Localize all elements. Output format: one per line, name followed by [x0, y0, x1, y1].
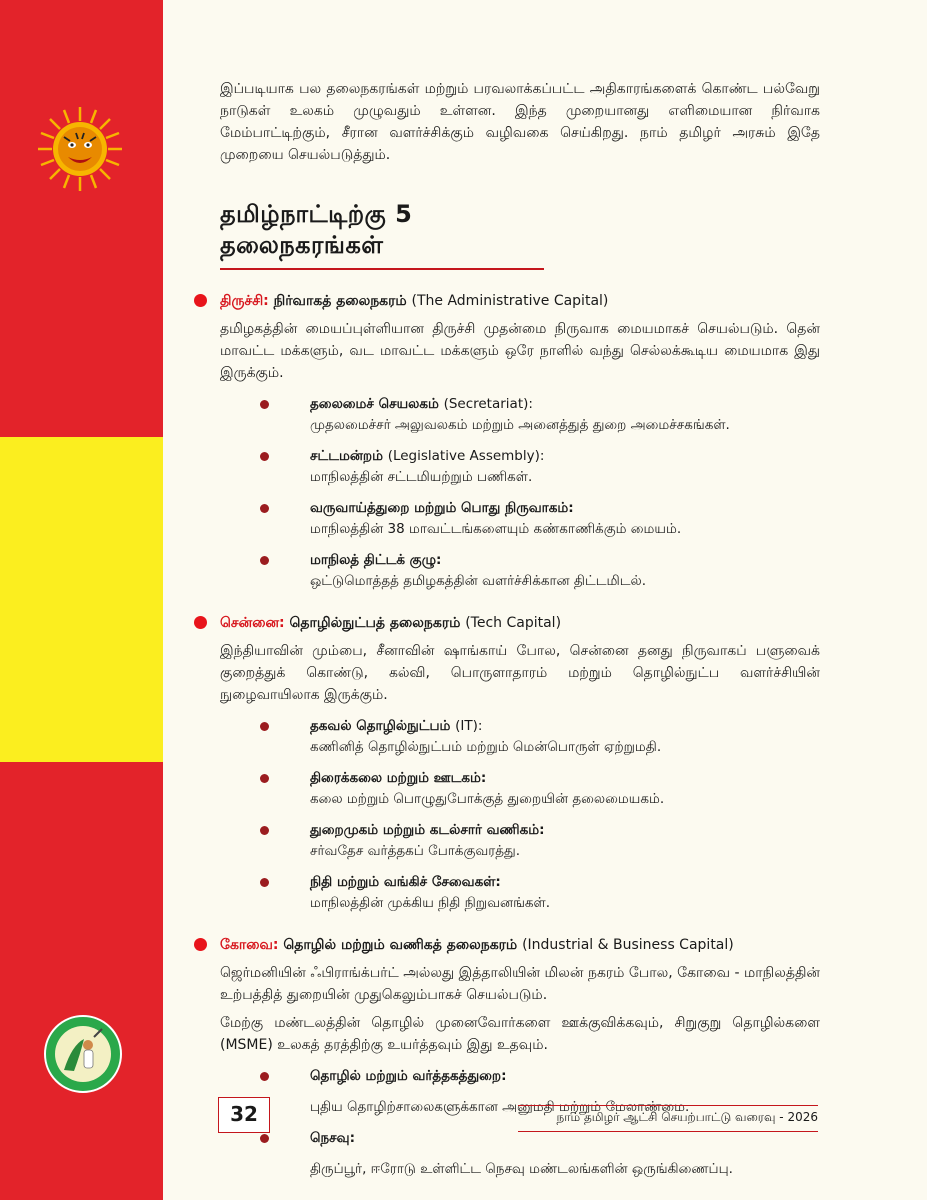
capital-title: தொழில்நுட்பத் தலைநகரம் [289, 615, 461, 631]
bullet-icon [194, 616, 207, 629]
item-title: தலைமைச் செயலகம் [310, 396, 439, 412]
footer-text: நாம் தமிழர் ஆட்சி செயற்பாட்டு வரைவு - 2026 [556, 1110, 818, 1124]
list-item [220, 550, 820, 592]
item-title-en: (Legislative Assembly): [387, 448, 545, 464]
item-title: சட்டமன்றம் [310, 448, 383, 464]
city-name: திருச்சி: [220, 293, 269, 309]
section-title [220, 612, 820, 634]
bullet-icon [260, 878, 269, 887]
tiger-emblem-icon [38, 107, 122, 191]
item-title: தொழில் மற்றும் வர்த்தகத்துறை: [310, 1068, 507, 1084]
section-body: ஜெர்மனியின் ஃபிராங்க்பர்ட் அல்லது இத்தாலியின் மிலன் நகரம் போல, கோவை - மாநிலத்தின் உற்பத்தித் துறையின் முதுகெலும்பாகச் செயல்படும். [220, 965, 820, 1003]
section-chennai [220, 612, 820, 914]
footer-rule-top [518, 1105, 818, 1106]
bullet-icon [260, 722, 269, 731]
bullet-icon [260, 774, 269, 783]
section-body: தமிழகத்தின் மையப்புள்ளியான திருச்சி முதன்மை நிருவாக மையமாகச் செயல்படும். தென் மாவட்ட மக்களும், வட மாவட்ட மக்களும் ஒரே நாளில் வந்து செல்லக்கூடிய மையமாக இது இருக்கும். [220, 321, 820, 381]
city-name: சென்னை: [220, 615, 285, 631]
capital-title-en: (Tech Capital) [465, 615, 562, 631]
item-title: மாநிலத் திட்டக் குழு: [310, 552, 442, 568]
item-title: தகவல் தொழில்நுட்பம் [310, 718, 451, 734]
item-desc: திருப்பூர், ஈரோடு உள்ளிட்ட நெசவு மண்டலங்களின் ஒருங்கிணைப்பு. [310, 1161, 733, 1177]
list-item [220, 716, 820, 758]
section-kovai [220, 934, 820, 1180]
page-footer [218, 1097, 818, 1133]
item-desc: மாநிலத்தின் 38 மாவட்டங்களையும் கண்காணிக்கும் மையம். [310, 521, 682, 537]
capital-title-en: (Industrial & Business Capital) [522, 937, 734, 953]
item-title: துறைமுகம் மற்றும் கடல்சார் வணிகம்: [310, 822, 545, 838]
section-title [220, 934, 820, 956]
left-band-yellow [0, 437, 163, 762]
left-band-red-top [0, 0, 163, 437]
item-desc: முதலமைச்சர் அலுவலகம் மற்றும் அனைத்துத் துறை அமைச்சகங்கள். [310, 417, 730, 433]
list-item [220, 446, 820, 488]
list-item [220, 498, 820, 540]
item-title: நெசவு: [310, 1130, 355, 1146]
list-item [220, 768, 820, 810]
farmer-logo-icon [44, 1015, 122, 1093]
left-band-red-bottom [0, 762, 163, 1200]
section-body-2: மேற்கு மண்டலத்தின் தொழில் முனைவோர்களை ஊக்குவிக்கவும், சிறுகுறு தொழில்களை (MSME) உலகத் தரத்திற்கு உயர்த்தவும் இது உதவும். [220, 1015, 820, 1053]
item-desc: கணினித் தொழில்நுட்பம் மற்றும் மென்பொருள் ஏற்றுமதி. [310, 739, 662, 755]
bullet-icon [260, 826, 269, 835]
intro-paragraph: இப்படியாக பல தலைநகரங்கள் மற்றும் பரவலாக்கப்பட்ட அதிகாரங்களைக் கொண்ட பல்வேறு நாடுகள் உலகம் முழுவதும் உள்ளன. இந்த முறையானது எளிமையான நிர்வாக மேம்பாட்டிற்கும், சீரான வளர்ச்சிக்கும் வழிவகை செய்கிறது. நாம் தமிழர் அரசும் இதே முறையை செயல்படுத்தும். [220, 81, 820, 163]
item-title: நிதி மற்றும் வங்கிச் சேவைகள்: [310, 874, 501, 890]
capital-title-en: (The Administrative Capital) [411, 293, 609, 309]
section-body: இந்தியாவின் மும்பை, சீனாவின் ஷாங்காய் போல, சென்னை தனது நிருவாகப் பளுவைக் குறைத்துக் கொண்டு, கல்வி, பொருளாதாரம் மற்றும் தொழில்நுட்ப வளர்ச்சியின் நுழைவாயிலாக இருக்கும். [220, 643, 820, 703]
bullet-icon [260, 452, 269, 461]
list-item [220, 820, 820, 862]
bullet-icon [194, 938, 207, 951]
capital-title: தொழில் மற்றும் வணிகத் தலைநகரம் [283, 937, 518, 953]
city-name: கோவை: [220, 937, 279, 953]
bullet-icon [260, 556, 269, 565]
bullet-icon [260, 400, 269, 409]
section-trichy [220, 290, 820, 592]
item-desc: புதிய தொழிற்சாலைகளுக்கான அனுமதி மற்றும் மேலாண்மை. [310, 1099, 690, 1115]
item-title: திரைக்கலை மற்றும் ஊடகம்: [310, 770, 487, 786]
section-title [220, 290, 820, 312]
bullet-icon [194, 294, 207, 307]
item-desc: கலை மற்றும் பொழுதுபோக்குத் துறையின் தலைமையகம். [310, 791, 665, 807]
list-item [220, 1128, 820, 1180]
bullet-icon [260, 1072, 269, 1081]
capital-title: நிர்வாகத் தலைநகரம் [273, 293, 407, 309]
item-title: வருவாய்த்துறை மற்றும் பொது நிருவாகம்: [310, 500, 574, 516]
item-desc: சர்வதேச வர்த்தகப் போக்குவரத்து. [310, 843, 521, 859]
item-title-en: (IT): [455, 718, 483, 734]
page-heading: தமிழ்நாட்டிற்கு 5 தலைநகரங்கள் [220, 200, 544, 270]
item-desc: மாநிலத்தின் முக்கிய நிதி நிறுவனங்கள். [310, 895, 551, 911]
page-number: 32 [218, 1097, 270, 1133]
list-item [220, 394, 820, 436]
bullet-icon [260, 1134, 269, 1143]
page-content [220, 78, 820, 1180]
footer-rule-bottom [518, 1131, 818, 1132]
bullet-icon [260, 504, 269, 513]
item-desc: ஒட்டுமொத்தத் தமிழகத்தின் வளர்ச்சிக்கான திட்டமிடல். [310, 573, 647, 589]
item-desc: மாநிலத்தின் சட்டமியற்றும் பணிகள். [310, 469, 533, 485]
item-title-en: (Secretariat): [443, 396, 533, 412]
list-item [220, 872, 820, 914]
